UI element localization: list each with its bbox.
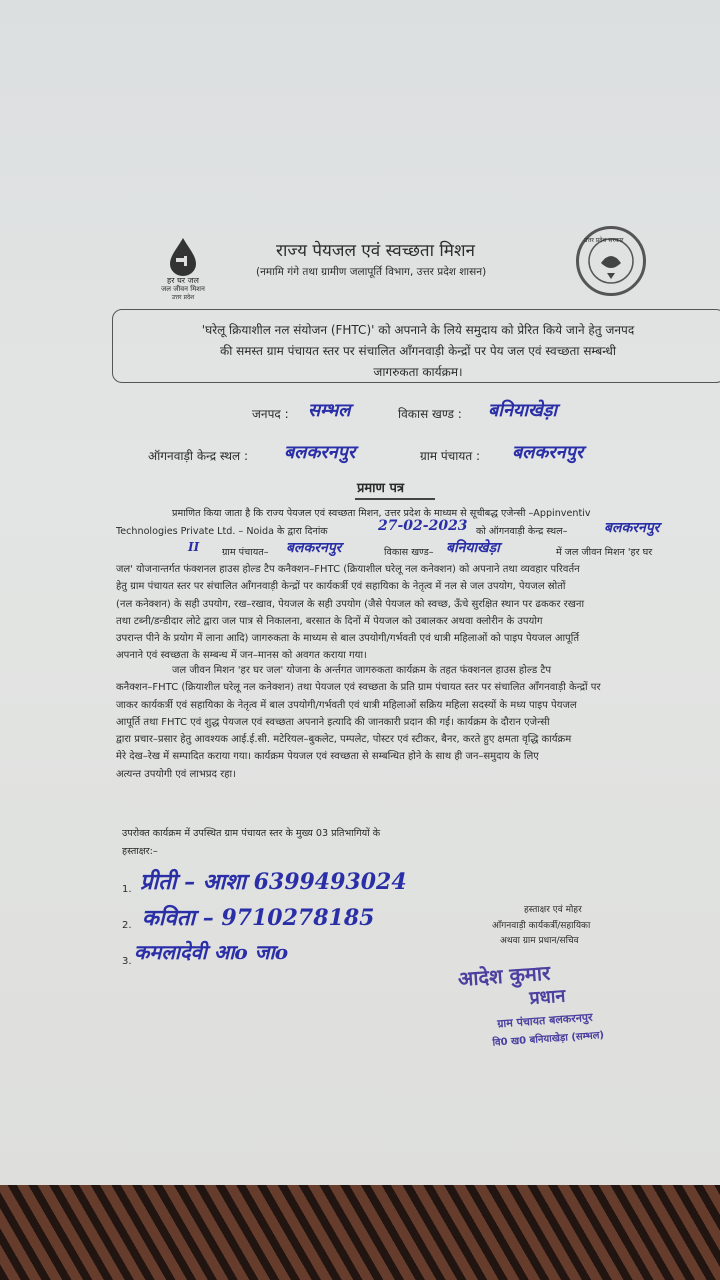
participant-signature: कमलादेवी आo जाo xyxy=(134,940,289,964)
p1-panchayat: बलकरनपुर xyxy=(286,540,342,556)
p2-text-line: जाकर कार्यकर्त्री एवं सहायिका के नेतृत्व में बाल उपयोगी/गर्भवती एवं धात्री महिलाओं सक्रिय महिला सदस्यों के मध्य पाइप पेयजल xyxy=(116,699,577,711)
p1-text-line: तथा टब्नी/डन्डीदार लोटे द्वारा जल पात्र से निकालना, बरसात के दिनों में पेयजल को उबालकर अथवा क्लोरीन के उपयोग xyxy=(116,615,543,627)
certificate-heading: प्रमाण पत्र xyxy=(357,481,405,496)
p1-ii: II xyxy=(188,540,200,554)
p1-text-line: अपनाने एवं स्वच्छता के सम्बन्ध में जन–मानस को अवगत कराया गया। xyxy=(116,650,367,662)
stamp-title: प्रधान xyxy=(528,985,567,1010)
center-value: बलकरनपुर xyxy=(284,442,356,463)
p1-text-line: (नल कनेक्शन) के सही उपयोग, रख–रखाव, पेयजल के सही उपयोग (जैसे पेयजल को स्वच्छ, ऊँचे सुरक्षित स्थान पर ढककर रखना xyxy=(116,598,585,610)
paragraph-1 xyxy=(116,561,710,665)
participant-num: 3. xyxy=(122,956,132,967)
title-box-text xyxy=(118,320,718,383)
participant-num: 2. xyxy=(122,920,132,931)
participants-intro: उपरोक्त कार्यक्रम में उपस्थित ग्राम पंचायत स्तर के मुख्य 03 प्रतिभागियों के xyxy=(122,828,381,839)
signature-label-1: हस्ताक्षर एवं मोहर xyxy=(524,905,582,915)
participants-intro-2: हस्ताक्षर:– xyxy=(122,846,158,857)
p1-line-a: प्रमाणित किया जाता है कि राज्य पेयजल एवं स्वच्छता मिशन, उत्तर प्रदेश के माध्यम से सूचीबद्ध एजेन्सी –Appinventiv xyxy=(172,508,591,519)
logo-caption-2: जल जीवन मिशन xyxy=(161,285,205,293)
p2-text-line: द्वारा प्रचार–प्रसार हेतु आवश्यक आई.ई.सी. मटेरियल–बुकलेट, पम्पलेट, पोस्टर एवं स्टीकर, बैनर, करते हुए क्षमता वृद्धि कार्यक्रम xyxy=(116,734,572,746)
p1-line-d: ग्राम पंचायत– xyxy=(222,547,269,558)
title-line-3: जागरुकता कार्यक्रम। xyxy=(373,365,463,379)
panchayat-label: ग्राम पंचायत : xyxy=(420,449,481,463)
stamp-name: आदेश कुमार xyxy=(457,960,551,991)
p2-text-line: आपूर्ति तथा FHTC एवं शुद्ध पेयजल एवं स्वच्छता अपनाने इत्यादि की जानकारी प्रदान की गई। कार्यक्रम के दौरान एजेन्सी xyxy=(116,716,550,728)
participant-signature: कविता – 9710278185 xyxy=(142,905,375,931)
district-label: जनपद : xyxy=(252,407,289,421)
p1-line-f: में जल जीवन मिशन 'हर घर xyxy=(556,547,653,558)
title-line-2: की समस्त ग्राम पंचायत स्तर पर संचालित आँगनवाड़ी केन्द्रों पर पेय जल एवं स्वच्छता सम्बन्धी xyxy=(219,344,617,358)
p2-text-line: मेरे देख–रेख में सम्पादित कराया गया। कार्यक्रम पेयजल एवं स्वच्छता से सम्बन्धित होने के साथ ही जन–समुदाय के लिए xyxy=(116,751,539,763)
p1-text-line: जल' योजनान्तर्गत फंक्शनल हाउस होल्ड टैप कनैक्शन–FHTC (क्रियाशील घरेलू नल कनेक्शन) को अपनाने तथा व्यवहार परिवर्तन xyxy=(116,564,580,575)
p1-text-line: हेतु ग्राम पंचायत स्तर पर संचालित आँगनवाड़ी केन्द्रों पर कार्यकर्त्री एवं सहायिका के नेतृत्व में नल से जल उपयोग, पेयजल स्रोतों xyxy=(116,581,566,593)
title-line-1: 'घरेलू क्रियाशील नल संयोजन (FHTC)' को अपनाने के लिये समुदाय को प्रेरित किये जाने हेतु जनपद xyxy=(201,323,635,337)
header-subtitle: (नमामि गंगे तथा ग्रामीण जलापूर्ति विभाग, उत्तर प्रदेश शासन) xyxy=(256,266,487,278)
header-title: राज्य पेयजल एवं स्वच्छता मिशन xyxy=(276,241,475,261)
stamp-line-3: ग्राम पंचायत बलकरनपुर xyxy=(496,1010,593,1031)
center-label: ऑगनवाड़ी केन्द्र स्थल : xyxy=(148,449,249,463)
p1-line-b: Technologies Private Ltd. – Noida के द्वारा दिनांक xyxy=(116,526,328,537)
p2-text-line: अत्यन्त उपयोगी एवं लाभप्रद रहा। xyxy=(116,768,236,780)
panchayat-value: बलकरनपुर xyxy=(512,442,584,463)
participant-signature: प्रीती – आशा 6399493024 xyxy=(140,869,407,895)
floor-mat-background xyxy=(0,1185,720,1280)
p1-date: 27-02-2023 xyxy=(378,518,468,534)
p1-line-e: विकास खण्ड– xyxy=(384,547,434,558)
signature-label-2: आँगनवाड़ी कार्यकर्त्री/सहायिका xyxy=(492,921,591,931)
stamp-line-4: वि0 ख0 बनियाखेड़ा (सम्भल) xyxy=(492,1029,605,1049)
signature-label-3: अथवा ग्राम प्रधान/सचिव xyxy=(500,936,579,946)
district-value: सम्भल xyxy=(308,400,351,421)
logo-caption-1: हर घर जल xyxy=(167,276,199,285)
logo-caption-3: उत्तर प्रदेश xyxy=(171,294,195,301)
block-value: बनियाखेड़ा xyxy=(488,400,558,421)
p1-text-line: उपरान्त पीने के प्रयोग में लाना आदि) जागरुकता के माध्यम से बाल उपयोगी/गर्भवती एवं धात्री महिलाओं को पाइप पेयजल आपूर्ति xyxy=(116,633,580,645)
block-label: विकास खण्ड : xyxy=(398,407,462,421)
p2-text-line: कनैक्शन–FHTC (क्रियाशील घरेलू नल कनेक्शन) तथा पेयजल एवं स्वच्छता के प्रति ग्राम पंचायत स्तर पर संचालित आँगनवाड़ी केन्द्रों पर xyxy=(116,682,601,694)
seal-text: उत्तर प्रदेश सरकार xyxy=(584,237,624,244)
p1-block: बनियाखेड़ा xyxy=(446,540,500,556)
p2-text-line: जल जीवन मिशन 'हर घर जल' योजना के अर्न्तगत जागरुकता कार्यक्रम के तहत फंक्शनल हाउस होल्ड टैप xyxy=(172,665,552,676)
p1-center: बलकरनपुर xyxy=(604,520,660,536)
paragraph-2 xyxy=(116,662,710,783)
p1-line-c: को ऑगनवाड़ी केन्द्र स्थल– xyxy=(476,526,568,537)
heading-underline xyxy=(355,498,435,500)
pradhan-stamp xyxy=(417,946,673,1063)
participant-num: 1. xyxy=(122,884,132,895)
